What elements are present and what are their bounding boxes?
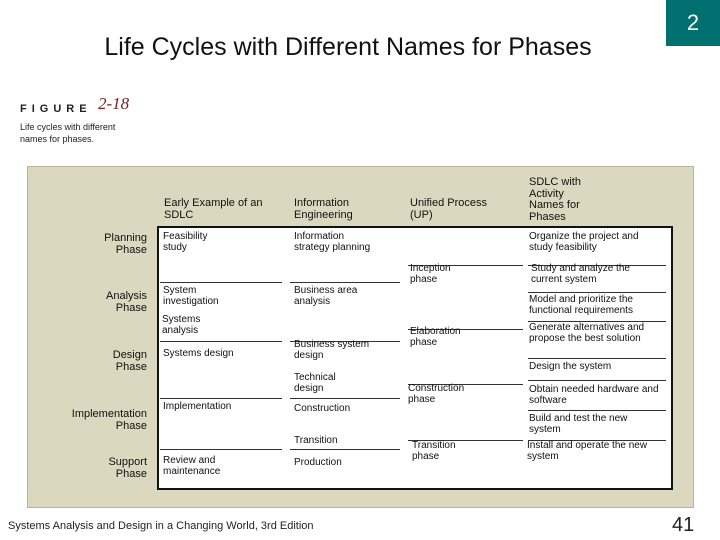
cell-business-area-analysis: Business area analysis (294, 285, 358, 307)
row-separator (290, 449, 400, 450)
row-separator (528, 380, 666, 381)
chapter-badge: 2 (666, 0, 720, 46)
cell-obtain-hardware: Obtain needed hardware and software (529, 384, 659, 406)
cell-feasibility-study: Feasibility study (163, 231, 208, 253)
page-number: 41 (672, 514, 695, 536)
cell-implementation: Implementation (163, 401, 232, 412)
footer-text: Systems Analysis and Design in a Changing World, 3rd Edition (8, 520, 314, 532)
phase-label-support: Support Phase (108, 456, 147, 480)
phase-label-design: Design Phase (112, 349, 147, 373)
column-header-activity-names: SDLC with Activity Names for Phases (529, 176, 581, 223)
figure-caption: Life cycles with different names for phases. (20, 122, 116, 144)
cell-organize-project: Organize the project and study feasibility (529, 231, 639, 253)
phase-label-implementation: Implementation Phase (71, 408, 147, 432)
cell-install-operate: Install and operate the new system (527, 440, 648, 462)
cell-systems-analysis: Systems analysis (162, 314, 201, 336)
cell-business-system-design: Business system design (294, 339, 370, 361)
cell-design-system: Design the system (529, 361, 612, 372)
row-separator (160, 341, 282, 342)
cell-information-strategy-planning: Information strategy planning (294, 231, 371, 253)
cell-system-investigation: System investigation (163, 285, 219, 307)
cell-generate-alternatives: Generate alternatives and propose the best solution (529, 322, 645, 344)
row-separator (528, 358, 666, 359)
cell-inception-phase: Inception phase (410, 263, 451, 285)
column-header-unified-process: Unified Process (UP) (410, 197, 488, 221)
cell-production: Production (294, 457, 342, 468)
column-header-information-engineering: Information Engineering (294, 197, 353, 221)
phase-label-planning: Planning Phase (104, 232, 147, 256)
cell-construction: Construction (294, 403, 351, 414)
cell-transition: Transition (294, 435, 338, 446)
column-header-early-sdlc: Early Example of an SDLC (164, 197, 263, 221)
row-separator (160, 398, 282, 399)
row-separator (290, 282, 400, 283)
cell-elaboration-phase: Elaboration phase (410, 326, 461, 348)
phase-label-analysis: Analysis Phase (106, 290, 147, 314)
row-separator (160, 449, 282, 450)
cell-build-test: Build and test the new system (529, 413, 628, 435)
figure-label: FIGURE (20, 103, 92, 115)
cell-technical-design: Technical design (294, 372, 336, 394)
slide-title: Life Cycles with Different Names for Phases (104, 33, 592, 61)
cell-construction-phase: Construction phase (408, 383, 465, 405)
cell-systems-design: Systems design (163, 348, 234, 359)
row-separator (290, 398, 400, 399)
row-separator (160, 282, 282, 283)
row-separator (528, 410, 666, 411)
figure-number: 2-18 (98, 94, 130, 113)
cell-study-current-system: Study and analyze the current system (531, 263, 630, 285)
cell-model-requirements: Model and prioritize the functional requirements (529, 294, 633, 316)
cell-review-maintenance: Review and maintenance (163, 455, 221, 477)
cell-transition-phase: Transition phase (412, 440, 456, 462)
row-separator (528, 292, 666, 293)
